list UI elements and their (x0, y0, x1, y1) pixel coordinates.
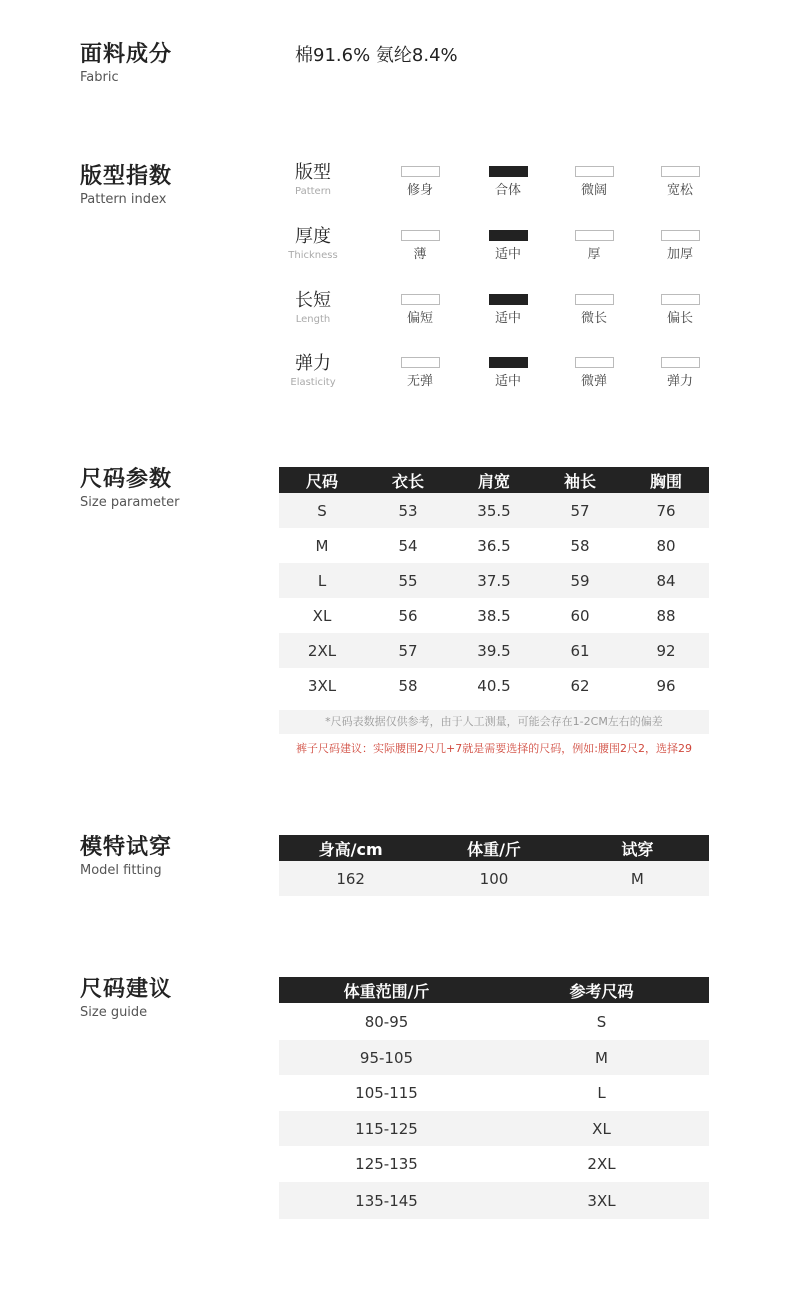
table-cell: 76 (623, 493, 709, 528)
table-cell: 58 (570, 536, 590, 555)
size-guide-table (279, 977, 709, 1219)
index-indicator-selected (489, 230, 528, 241)
index-label (280, 226, 346, 262)
table-cell: 39.5 (451, 633, 537, 668)
column-header: 参考尺码 (494, 977, 709, 1003)
table-row (279, 1146, 709, 1182)
table-cell: 54 (398, 536, 418, 555)
index-indicator-selected (489, 357, 528, 368)
index-option-label: 薄 (413, 247, 427, 262)
index-option-label: 适中 (494, 311, 521, 326)
table-cell: 62 (570, 676, 590, 695)
index-label (280, 162, 346, 198)
index-label-en: Elasticity (290, 377, 336, 388)
table-cell: S (596, 1012, 607, 1031)
table-row (279, 1182, 709, 1219)
table-cell: 115-125 (279, 1111, 494, 1146)
pattern-index-heading (80, 164, 172, 208)
column-header: 胸围 (623, 467, 709, 493)
table-row (279, 668, 709, 703)
index-option (562, 294, 626, 327)
table-cell: 57 (537, 493, 623, 528)
table-row (279, 1111, 709, 1146)
index-label-zh: 版型 (295, 162, 331, 183)
index-option (648, 230, 712, 263)
table-cell: S (279, 493, 365, 528)
table-cell: 125-135 (355, 1155, 418, 1173)
index-indicator (401, 294, 440, 305)
column-header: 试穿 (566, 835, 709, 861)
table-cell: 95-105 (279, 1040, 494, 1075)
table-row (279, 528, 709, 563)
size-parameter-table (279, 467, 709, 703)
index-option (388, 230, 452, 263)
table-cell: M (566, 861, 709, 896)
index-option-label: 修身 (406, 183, 433, 198)
table-row (279, 1075, 709, 1111)
index-option-label: 加厚 (666, 247, 693, 262)
index-option-label: 微弹 (580, 374, 607, 389)
column-header: 袖长 (537, 467, 623, 493)
index-indicator-selected (489, 166, 528, 177)
size-note: *尺码表数据仅供参考，由于人工测量，可能会存在1-2CM左右的偏差 (279, 710, 709, 734)
column-header: 身高/cm (279, 835, 422, 861)
index-option (476, 294, 540, 327)
index-option-label: 厚 (587, 247, 601, 262)
table-cell: 60 (570, 606, 590, 625)
index-label (280, 290, 346, 326)
table-cell: L (597, 1084, 606, 1102)
index-option (476, 166, 540, 199)
column-header: 衣长 (365, 467, 451, 493)
fabric-subtitle: Fabric (80, 70, 119, 85)
table-cell: 80 (656, 536, 676, 555)
table-cell: 53 (365, 493, 451, 528)
table-cell: 3XL (307, 676, 337, 695)
pattern-index-title: 版型指数 (80, 164, 173, 189)
index-indicator (661, 294, 700, 305)
index-option (562, 166, 626, 199)
index-option-label: 偏短 (406, 311, 433, 326)
index-label-zh: 厚度 (295, 226, 331, 247)
table-cell: 2XL (279, 633, 365, 668)
index-label-en: Pattern (295, 186, 331, 197)
index-indicator (575, 294, 614, 305)
size-parameter-subtitle: Size parameter (80, 495, 180, 510)
model-fitting-heading (80, 835, 172, 879)
index-indicator (661, 357, 700, 368)
table-cell: 56 (398, 606, 418, 625)
column-header: 尺码 (279, 467, 365, 493)
index-option-label: 无弹 (406, 374, 433, 389)
table-cell: 40.5 (477, 676, 511, 695)
index-label-en: Thickness (288, 250, 338, 261)
table-cell: 92 (623, 633, 709, 668)
table-cell: M (315, 536, 329, 555)
table-cell: 100 (422, 861, 565, 896)
table-cell: 3XL (494, 1182, 709, 1219)
index-option (388, 166, 452, 199)
index-option-label: 弹力 (666, 374, 693, 389)
index-option-label: 适中 (494, 374, 521, 389)
table-row (279, 861, 709, 896)
size-parameter-heading (80, 467, 179, 511)
table-cell: 96 (656, 676, 676, 695)
index-option-label: 宽松 (666, 183, 693, 198)
index-option (562, 230, 626, 263)
table-cell: 80-95 (364, 1012, 409, 1031)
index-option-label: 偏长 (666, 311, 693, 326)
table-row (279, 598, 709, 633)
pattern-index-row (280, 226, 720, 282)
index-label-en: Length (295, 314, 331, 325)
index-option (562, 357, 626, 390)
column-header: 体重/斤 (422, 835, 565, 861)
column-header: 肩宽 (451, 467, 537, 493)
table-cell: 58 (398, 676, 418, 695)
index-option-label: 微阔 (580, 183, 607, 198)
index-label-zh: 长短 (295, 290, 331, 311)
index-indicator (661, 166, 700, 177)
pattern-index-subtitle: Pattern index (80, 192, 167, 207)
pattern-index-row (280, 353, 720, 409)
table-cell: 105-115 (355, 1084, 418, 1102)
index-option-label: 适中 (494, 247, 521, 262)
table-cell: 55 (365, 563, 451, 598)
table-row (279, 1040, 709, 1075)
table-cell: XL (312, 606, 332, 625)
table-cell: 135-145 (279, 1182, 494, 1219)
size-guide-title: 尺码建议 (80, 977, 173, 1002)
index-option (388, 357, 452, 390)
index-indicator (661, 230, 700, 241)
table-cell: M (494, 1040, 709, 1075)
table-cell: L (279, 563, 365, 598)
index-label-zh: 弹力 (295, 353, 331, 374)
table-row (279, 633, 709, 668)
index-indicator (401, 230, 440, 241)
table-cell: 57 (365, 633, 451, 668)
index-indicator (575, 357, 614, 368)
table-cell: 35.5 (451, 493, 537, 528)
index-option-label: 微长 (580, 311, 607, 326)
model-fitting-subtitle: Model fitting (80, 863, 162, 878)
table-cell: 36.5 (477, 536, 511, 555)
table-cell: 2XL (587, 1155, 616, 1173)
table-cell: XL (494, 1111, 709, 1146)
index-indicator (575, 166, 614, 177)
table-row (279, 493, 709, 528)
table-cell: 59 (537, 563, 623, 598)
index-indicator (401, 357, 440, 368)
index-indicator (575, 230, 614, 241)
table-cell: 61 (537, 633, 623, 668)
size-parameter-title: 尺码参数 (80, 467, 173, 492)
fabric-composition: 棉91.6% 氨纶8.4% (295, 45, 458, 66)
pattern-index-row (280, 290, 720, 346)
size-guide-subtitle: Size guide (80, 1005, 148, 1020)
table-row (279, 1003, 709, 1040)
index-option-label: 合体 (494, 183, 521, 198)
index-label (280, 353, 346, 389)
index-option (476, 230, 540, 263)
model-fitting-title: 模特试穿 (80, 835, 173, 860)
index-option (648, 294, 712, 327)
fabric-heading (80, 42, 172, 86)
index-option (648, 166, 712, 199)
pants-size-note: 裤子尺码建议：实际腰围2尺几+7就是需要选择的尺码，例如:腰围2尺2，选择29 (296, 742, 692, 755)
index-option (476, 357, 540, 390)
model-fitting-table (279, 835, 709, 896)
index-indicator (401, 166, 440, 177)
table-cell: 162 (279, 861, 422, 896)
index-indicator-selected (489, 294, 528, 305)
table-cell: 38.5 (477, 606, 511, 625)
pattern-index-row (280, 162, 720, 218)
size-guide-heading (80, 977, 172, 1021)
table-cell: 37.5 (451, 563, 537, 598)
column-header: 体重范围/斤 (279, 977, 494, 1003)
table-row (279, 563, 709, 598)
table-cell: 84 (623, 563, 709, 598)
index-option (648, 357, 712, 390)
fabric-title: 面料成分 (80, 42, 173, 67)
index-option (388, 294, 452, 327)
table-cell: 88 (656, 606, 676, 625)
